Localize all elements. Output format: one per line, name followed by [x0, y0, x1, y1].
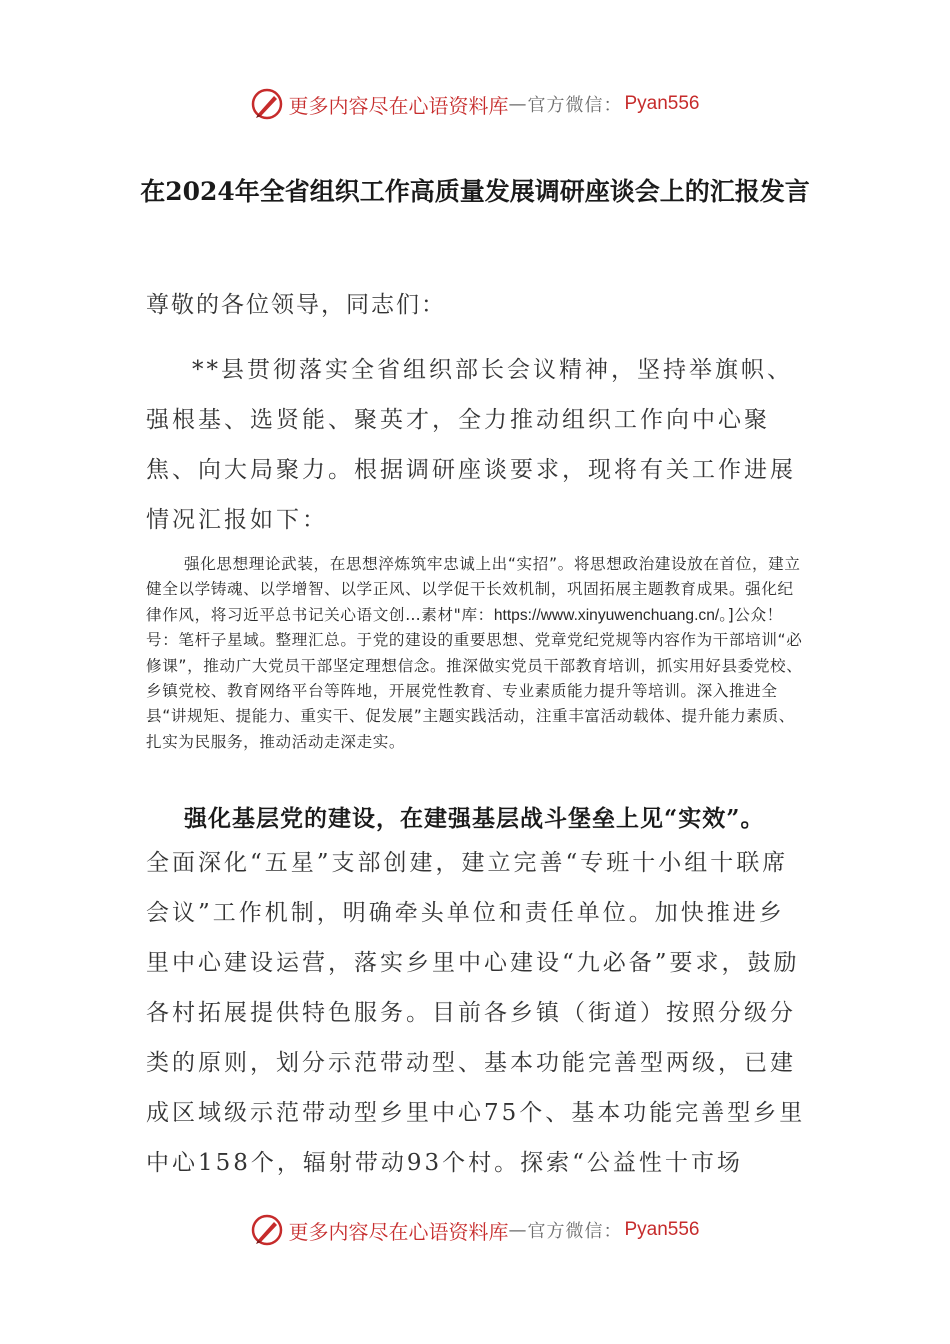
banner-dash: —	[508, 93, 528, 115]
header-banner	[0, 84, 950, 124]
intro-paragraph: **县贯彻落实全省组织部长会议精神，坚持举旗帜、强根基、选贤能、聚英才，全力推动组织工作向中心聚焦、向大局聚力。根据调研座谈要求，现将有关工作进展情况汇报如下：	[146, 357, 796, 533]
section2-paragraph: 全面深化“五星”支部创建，建立完善“专班十小组十联席会议”工作机制，明确牵头单位和责任单位。加快推进乡里中心建设运营，落实乡里中心建设“九必备”要求，鼓励各村拓展提供特色服务。目前各乡镇（街道）按照分级分类的原则，划分示范带动型、基本功能完善型两级，已建成区域级示范带动型乡里中心75个、基本功能完善型乡里中心158个，辐射带动93个村。探索“公益性十市场	[146, 850, 806, 1176]
banner-main-text: 更多内容尽在心语资料库	[288, 1219, 509, 1244]
section1-text-part2: 。]公众！号：笔杆子星域。整理汇总。于党的建设的重要思想、党章党纪党规等内容作为干部培训“必修课”，推动广大党员干部坚定理想信念。推深做实党员干部教育培训，抓实用好县委党校、乡镇党校、教育网络平台等阵地，开展党性教育、专业素质能力提升等培训。深入推进全县“讲规矩、提能力、重实干、促发展”主题实践活动，注重丰富活动载体、提升能力素质、扎实为民服务，推动活动走深走实。	[146, 605, 803, 751]
banner-sub-text: 官方微信：	[527, 95, 623, 116]
pen-logo-icon	[250, 87, 284, 121]
banner-wechat-id: Pyan556	[624, 93, 700, 114]
section2-heading: 强化基层党的建设，在建强基层战斗堡垒上见“实效”。	[184, 805, 765, 832]
section1-text-part1: 强化思想理论武装，在思想淬炼筑牢忠诚上出“实招”。将思想政治建设放在首位，建立健全以学铸魂、以学增智、以学正风、以学促干长效机制，巩固拓展主题教育成果。强化纪律作风，将习近平总书记关心语文创…素材"库：	[146, 555, 801, 624]
salutation: 尊敬的各位领导，同志们：	[146, 292, 446, 318]
footer-banner	[0, 1210, 950, 1250]
pen-logo-icon	[250, 1213, 284, 1247]
section1-paragraph	[146, 552, 808, 755]
banner-dash: —	[508, 1219, 528, 1241]
source-url: https://www.xinyuwenchuang.cn/	[493, 606, 720, 624]
document-title: 在2024年全省组织工作高质量发展调研座谈会上的汇报发言	[140, 177, 810, 206]
banner-wechat-id: Pyan556	[624, 1219, 700, 1240]
banner-sub-text: 官方微信：	[527, 1221, 623, 1242]
banner-main-text: 更多内容尽在心语资料库	[288, 93, 509, 118]
